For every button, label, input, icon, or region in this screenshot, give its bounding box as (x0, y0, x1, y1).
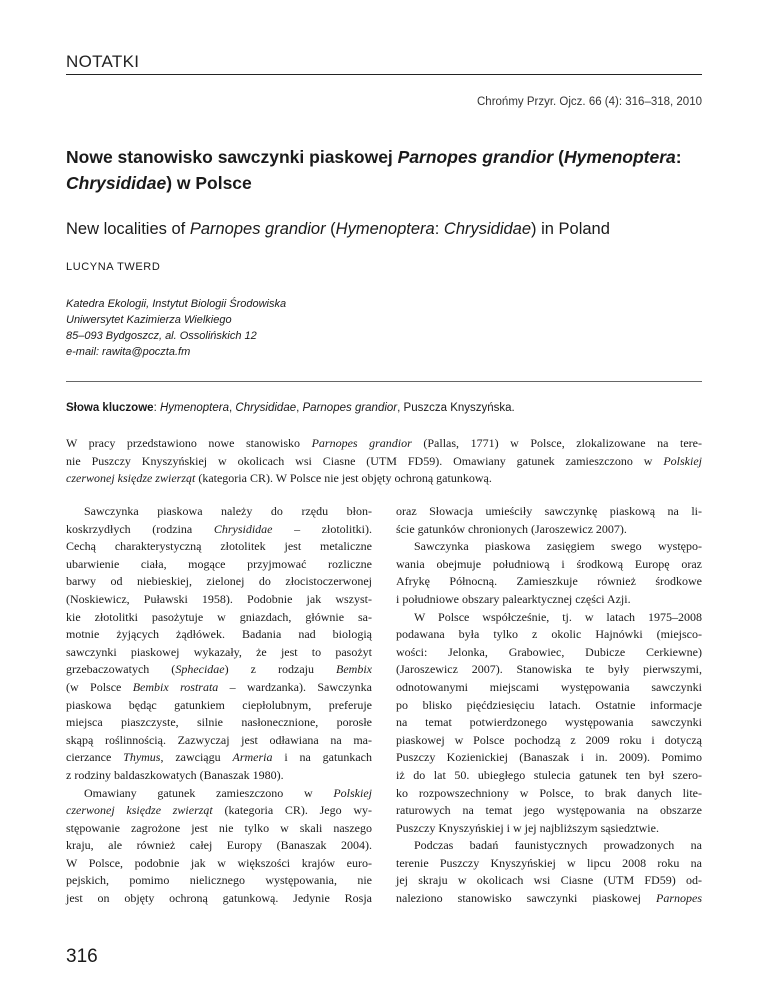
body-text-line: W Polsce współcześnie, tj. w latach 1975–2008 (414, 609, 702, 624)
citation-text: Chrońmy Przyr. Ojcz. 66 (4): 316–318, 2010 (477, 96, 702, 108)
abstract-species: Parnopes grandior (311, 436, 412, 450)
abstract-line (66, 470, 702, 488)
keywords-label: Słowa kluczowe (66, 402, 154, 414)
keywords (66, 402, 515, 414)
section-heading: NOTATKI (66, 52, 140, 71)
affiliation-email: e-mail: rawita@poczta.fm (66, 346, 191, 358)
body-text-line: pejskich, pomimo nielicznego występowania, nie (66, 873, 372, 888)
keywords-colon: : (153, 402, 160, 414)
body-text-line: podawana była tylko z okolic Hajnówki (miejsco- (396, 627, 702, 642)
body-text-line: na temat potwierdzonego występowania sawczynki (396, 715, 702, 730)
abstract-italic: Polskiej (663, 453, 702, 468)
abstract-text: (Pallas, 1771) w Polsce, zlokalizowane na tere- (411, 436, 702, 450)
body-text-line: kie złotolitki pasożytuje w gniazdach, głównie sa- (66, 609, 372, 624)
body-text-line: Sawczynka piaskowa zasięgiem swego występo- (414, 539, 702, 554)
body-text-line: raturowych na temat jego występowania na obszarze (396, 803, 702, 818)
title-en-family: Chrysididae (443, 220, 532, 238)
title-pl-order: Hymenoptera (563, 147, 676, 167)
body-text-line: naleziono stanowisko sawczynki piaskowej Parnopes (396, 891, 702, 906)
keyword: Puszcza Knyszyńska. (403, 402, 515, 414)
journal-citation (477, 96, 702, 108)
body-text-line: ubarwienie ciała, mogące przyjmować rozliczne (66, 556, 372, 571)
body-text-line: barwy od niebieskiej, zielonej do złocistoczerwonej (66, 574, 372, 589)
title-pl-suffix: ) w Polsce (166, 173, 252, 193)
body-text-line: skąpą roślinnością. Zazwyczaj jest odławiana na ma- (66, 732, 372, 747)
title-pl-species: Parnopes grandior (397, 147, 554, 167)
body-text-line: cierzance Thymus, zawciągu Armeria i na gatunkach (66, 750, 372, 765)
body-text-line: W Polsce, podobnie jak w większości krajów euro- (66, 855, 372, 870)
body-text-line: Puszczy Kozienickiej (Banaszak i in. 2009). Pomimo (396, 750, 702, 765)
title-en-suffix: ) in Poland (531, 220, 610, 238)
body-text-line: wości: Jelonka, Grabowiec, Dubicze Cerkiewne) (396, 644, 702, 659)
abstract (66, 435, 702, 488)
body-text-line: po blisko pięćdziesięciu latach. Ostatnie informacje (396, 697, 702, 712)
body-text-line: (Noskiewicz, Puławski 1958). Podobnie jak wszyst- (66, 591, 372, 606)
body-text-line: jest on objęty ochroną gatunkową. Jedynie Rosja (66, 891, 372, 906)
body-text-line: grzebaczowatych (Sphecidae) z rodzaju Bembix (66, 662, 372, 677)
title-pl-family: Chrysididae (66, 173, 167, 193)
abstract-italic: czerwonej księdze zwierząt (66, 471, 196, 486)
keyword-separator: , (296, 402, 303, 414)
affiliation-line: Uniwersytet Kazimierza Wielkiego (66, 314, 232, 326)
body-text-line: iż do lat 50. ubiegłego stulecia gatunek ten był szero- (396, 767, 702, 782)
abstract-line (66, 453, 702, 471)
body-text-line: czerwonej księdze zwierząt (kategoria CR). Jego wy- (66, 803, 372, 818)
affiliation-line: 85–093 Bydgoszcz, al. Ossolińskich 12 (66, 330, 257, 342)
body-text-line: i południowe obszary palearktycznej części Azji. (396, 591, 631, 606)
body-text-line: wania obejmuje południową i środkową Europę oraz (396, 556, 702, 571)
article-title-english (66, 218, 716, 240)
body-text-line: Omawiany gatunek zamieszczono w Polskiej (84, 785, 372, 800)
abstract-line (66, 435, 702, 453)
author-affiliation (66, 296, 286, 360)
author-name: LUCYNA TWERD (66, 261, 161, 273)
body-column-right (396, 503, 702, 908)
body-text-line: jej skraju w okolicach wsi Ciasne (UTM FD59) od- (396, 873, 702, 888)
abstract-text: nie Puszczy Knyszyńskiej w okolicach wsi Ciasne (UTM FD59). Omawiany gatunek zamieszczono w (66, 453, 664, 468)
title-en-species: Parnopes grandior (189, 220, 326, 238)
body-text-line: Podczas badań faunistycznych prowadzonych na (414, 838, 702, 853)
body-text-line: (Jaroszewicz 2007). Stanowiska te były pierwszymi, (396, 662, 702, 677)
abstract-text: (kategoria CR). W Polsce nie jest objęty ochroną gatunkową. (195, 471, 492, 486)
header-divider (66, 74, 702, 75)
body-text-line: Afrykę Północną. Zamieszkuje również środkowe (396, 574, 702, 589)
body-text-line: stępowanie zagrożone jest nie tylko w skali naszego (66, 820, 372, 835)
body-text-line: ście gatunków chronionych (Jaroszewicz 2007). (396, 521, 627, 536)
keyword: Parnopes grandior (302, 402, 398, 414)
body-text-line: (w Polsce Bembix rostrata – wardzanka). Sawczynka (66, 679, 372, 694)
body-text-line: sawczynki piaskowej wykazały, że jest to pasożyt (66, 644, 372, 659)
body-text-line: piaskowej w Polsce pochodzą z 2009 roku i dotyczą (396, 732, 702, 747)
body-text-line: odnotowanymi miejscami występowania sawczynki (396, 679, 702, 694)
section-divider (66, 381, 702, 382)
body-text-line: Sawczynka piaskowa należy do rzędu błon- (84, 504, 372, 518)
title-en-prefix: New localities of (66, 220, 190, 238)
article-title-polish (66, 144, 706, 196)
body-text-line: oraz Słowacja umieściły sawczynkę piaskową na li- (396, 504, 702, 518)
title-en-order: Hymenoptera (335, 220, 435, 238)
body-text-line: Puszczy Knyszyńskiej i w jej najbliższym sąsiedztwie. (396, 820, 659, 835)
affiliation-line: Katedra Ekologii, Instytut Biologii Środowiska (66, 298, 287, 310)
body-text-line: ko rozpowszechniony w Polsce, to brak danych lite- (396, 785, 702, 800)
keyword: Chrysididae (235, 402, 297, 414)
body-text-line: piaskowa będąc gatunkiem ciepłolubnym, preferuje (66, 697, 372, 712)
body-text-line: z rodziny baldaszkowatych (Banaszak 1980). (66, 767, 284, 782)
title-en-paren: ( (325, 220, 336, 238)
keyword-separator: , (397, 402, 404, 414)
title-pl-paren: ( (553, 147, 564, 167)
body-text-line: kraju, ale również całej Europy (Banaszak 2004). (66, 838, 372, 853)
title-pl-prefix: Nowe stanowisko sawczynki piaskowej (66, 147, 398, 167)
keyword-separator: , (229, 402, 236, 414)
body-text-line: miejsca piaszczyste, silnie nasłonecznione, porosłe (66, 715, 372, 730)
title-pl-colon: : (675, 147, 682, 167)
body-text-line: terenie Puszczy Knyszyńskiej w lipcu 2008 roku na (396, 855, 702, 870)
title-en-colon: : (434, 220, 444, 238)
body-column-left (66, 503, 372, 908)
abstract-text: W pracy przedstawiono nowe stanowisko (66, 436, 312, 450)
body-text-line: Cechą charakterystyczną złotolitek jest metaliczne (66, 539, 372, 554)
body-text-line: motnie żyjących żądłówek. Badania nad biologią (66, 627, 372, 642)
body-text-line: koskrzydłych (rodzina Chrysididae – złotolitki). (66, 521, 372, 536)
page-number: 316 (66, 946, 98, 967)
keyword: Hymenoptera (159, 402, 229, 414)
